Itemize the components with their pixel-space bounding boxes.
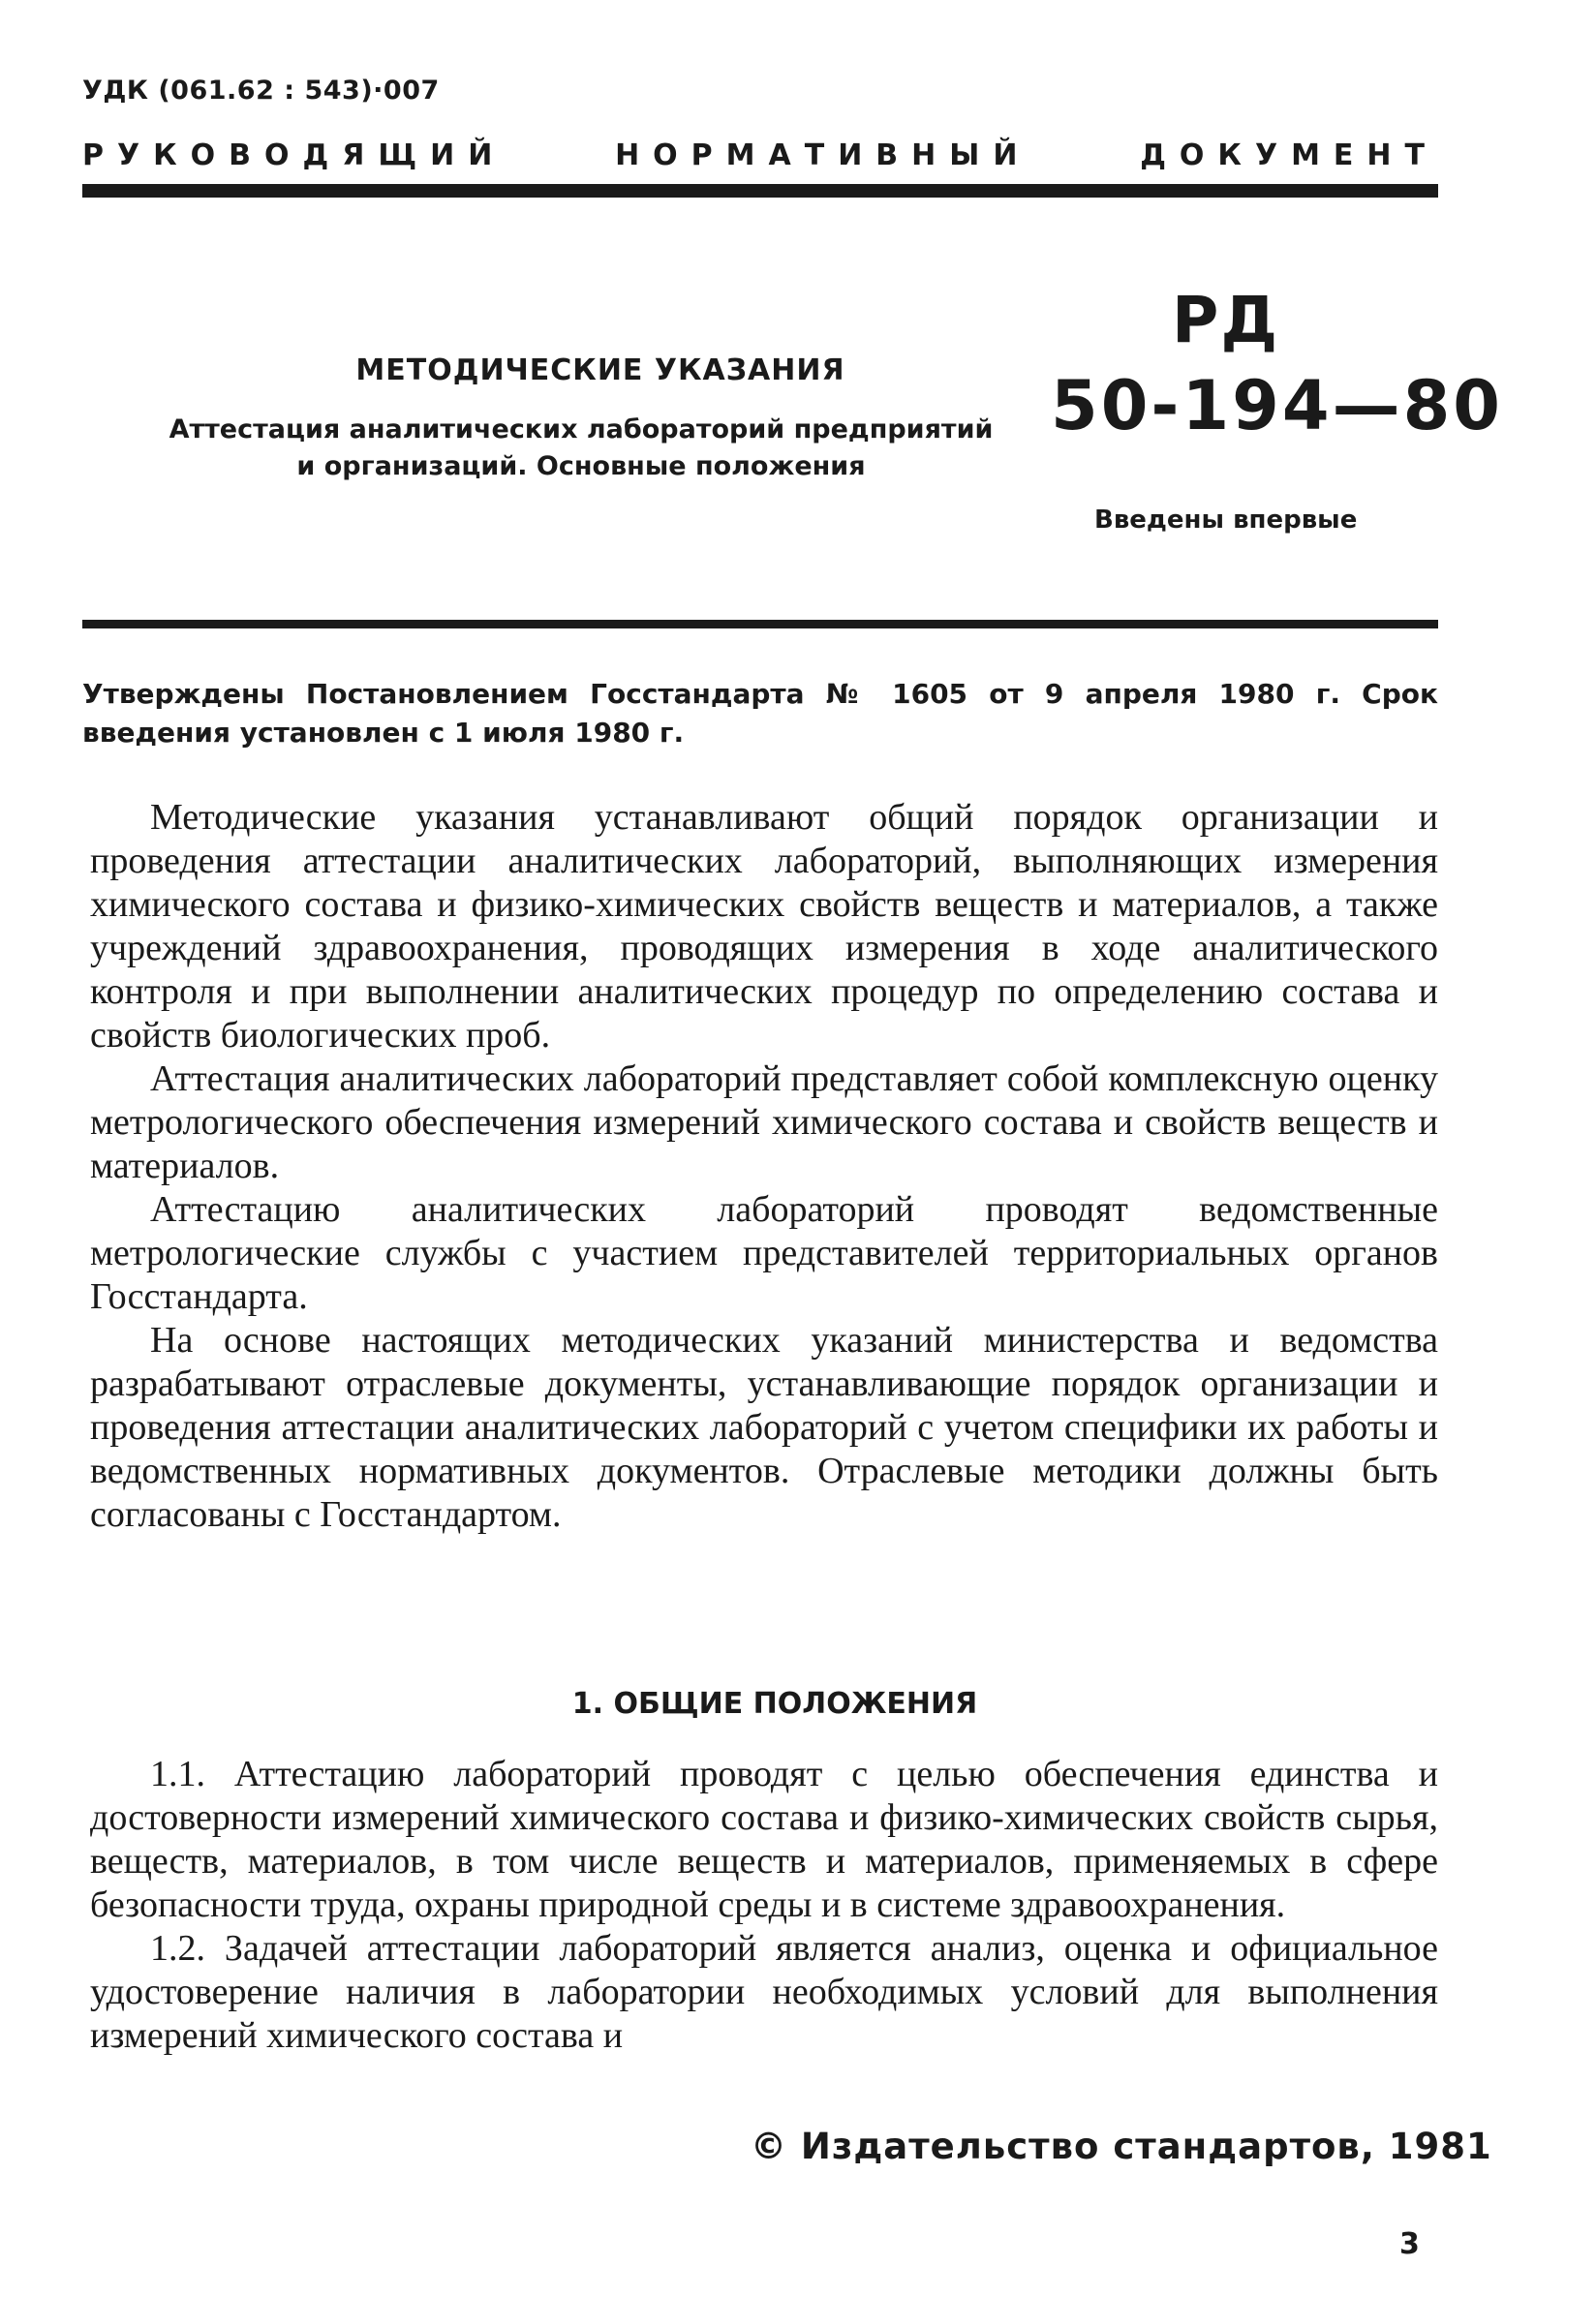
introduction-note: Введены впервые	[1094, 505, 1358, 535]
paragraph: Аттестация аналитических лабораторий представляет собой комплексную оценку метрологического обеспечения измерений химического состава и свойств веществ и материалов.	[90, 1058, 1438, 1186]
title-divider	[82, 620, 1438, 628]
paragraph: Аттестацию аналитических лабораторий проводят ведомственные метрологические службы с участием представителей территориальных органов Госстандарта.	[90, 1189, 1438, 1317]
title-line-2: и организаций. Основные положения	[296, 451, 866, 481]
copyright-notice: © Издательство стандартов, 1981	[751, 2126, 1492, 2167]
header-word-2: НОРМАТИВНЫЙ	[615, 138, 1031, 172]
paragraph: На основе настоящих методических указаний министерства и ведомства разрабатывают отраслевые документы, устанавливающие порядок организации и проведения аттестации аналитических лабораторий с учетом специфики их работы и ведомственных нормативных документов. Отраслевые методики должны быть согласованы с Госстандартом.	[90, 1320, 1438, 1535]
udk-code: УДК (061.62 : 543)·007	[82, 76, 440, 106]
header-word-1: РУКОВОДЯЩИЙ	[82, 138, 506, 172]
page-number: 3	[1399, 2227, 1420, 2261]
approval-statement: Утверждены Постановлением Госстандарта № 1605 от 9 апреля 1980 г. Срок введения установлен с 1 июля 1980 г.	[82, 678, 1438, 749]
section-heading: 1. ОБЩИЕ ПОЛОЖЕНИЯ	[571, 1687, 978, 1721]
document-class-header	[82, 138, 1438, 172]
section-item: 1.2. Задачей аттестации лабораторий является анализ, оценка и официальное удостоверение наличия в лаборатории необходимых условий для выполнения измерений химического состава и	[90, 1928, 1438, 2056]
section-item: 1.1. Аттестацию лабораторий проводят с целью обеспечения единства и достоверности измерений химического состава и физико-химических свойств сырья, веществ, материалов, в том числе веществ и материалов, применяемых в сфере безопасности труда, охраны природной среды и в системе здравоохранения.	[90, 1754, 1438, 1925]
header-divider	[82, 184, 1438, 198]
rd-label: РД	[1172, 283, 1280, 357]
title-line-1: Аттестация аналитических лабораторий предприятий	[169, 414, 994, 444]
document-type: МЕТОДИЧЕСКИЕ УКАЗАНИЯ	[355, 353, 845, 387]
document-title	[121, 412, 1041, 485]
paragraph: Методические указания устанавливают общий порядок организации и проведения аттестации аналитических лабораторий, выполняющих измерения химического состава и физико-химических свойств веществ и материалов, а также учреждений здравоохранения, проводящих измерения в ходе аналитического контроля и при выполнении аналитических процедур по определению состава и свойств биологических проб.	[90, 797, 1438, 1056]
rd-number: 50-194—80	[1051, 366, 1503, 445]
intro-body	[90, 796, 1438, 1537]
header-word-3: ДОКУМЕНТ	[1140, 138, 1438, 172]
section-body	[90, 1753, 1438, 2058]
